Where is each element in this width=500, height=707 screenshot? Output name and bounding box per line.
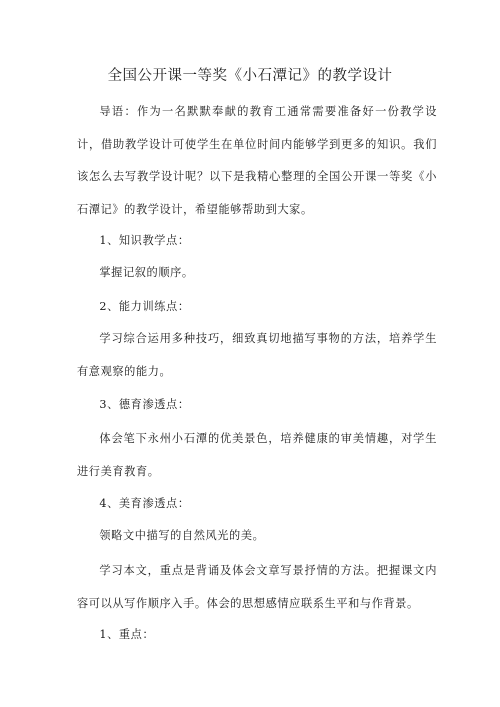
document-title: 全国公开课一等奖《小石潭记》的教学设计 xyxy=(107,68,393,84)
section-body-knowledge: 掌握记叙的顺序。 xyxy=(99,266,194,279)
section-heading-knowledge: 1、知识教学点： xyxy=(99,234,190,247)
section-body-ability: 学习综合运用多种技巧，细致真切地描写事物的方法，培养学生有意观察的能力。 xyxy=(77,332,437,378)
section-heading-aesthetic: 4、美育渗透点： xyxy=(99,497,190,510)
intro-paragraph: 导语：作为一名默默奉献的教育工通常需要准备好一份教学设计，借助教学设计可使学生在单位时间内能够学到更多的知识。我们该怎么去写教学设计呢？以下是我精心整理的全国公开课一等奖《小石潭记》的教学设计，希望能够帮助到大家。 xyxy=(77,105,437,216)
section-heading-ability: 2、能力训练点： xyxy=(99,300,190,313)
section-heading-moral: 3、德育渗透点： xyxy=(99,398,190,411)
summary-paragraph: 学习本文，重点是背诵及体会文章写景抒情的方法。把握课文内容可以从写作顺序入手。体会的思想感情应联系生平和与作背景。 xyxy=(77,564,437,610)
section-heading-focus: 1、重点： xyxy=(99,628,155,641)
section-body-moral: 体会笔下永州小石潭的优美景色，培养健康的审美情趣，对学生进行美育教育。 xyxy=(77,432,437,478)
section-body-aesthetic: 领略文中描写的自然风光的美。 xyxy=(99,529,265,542)
